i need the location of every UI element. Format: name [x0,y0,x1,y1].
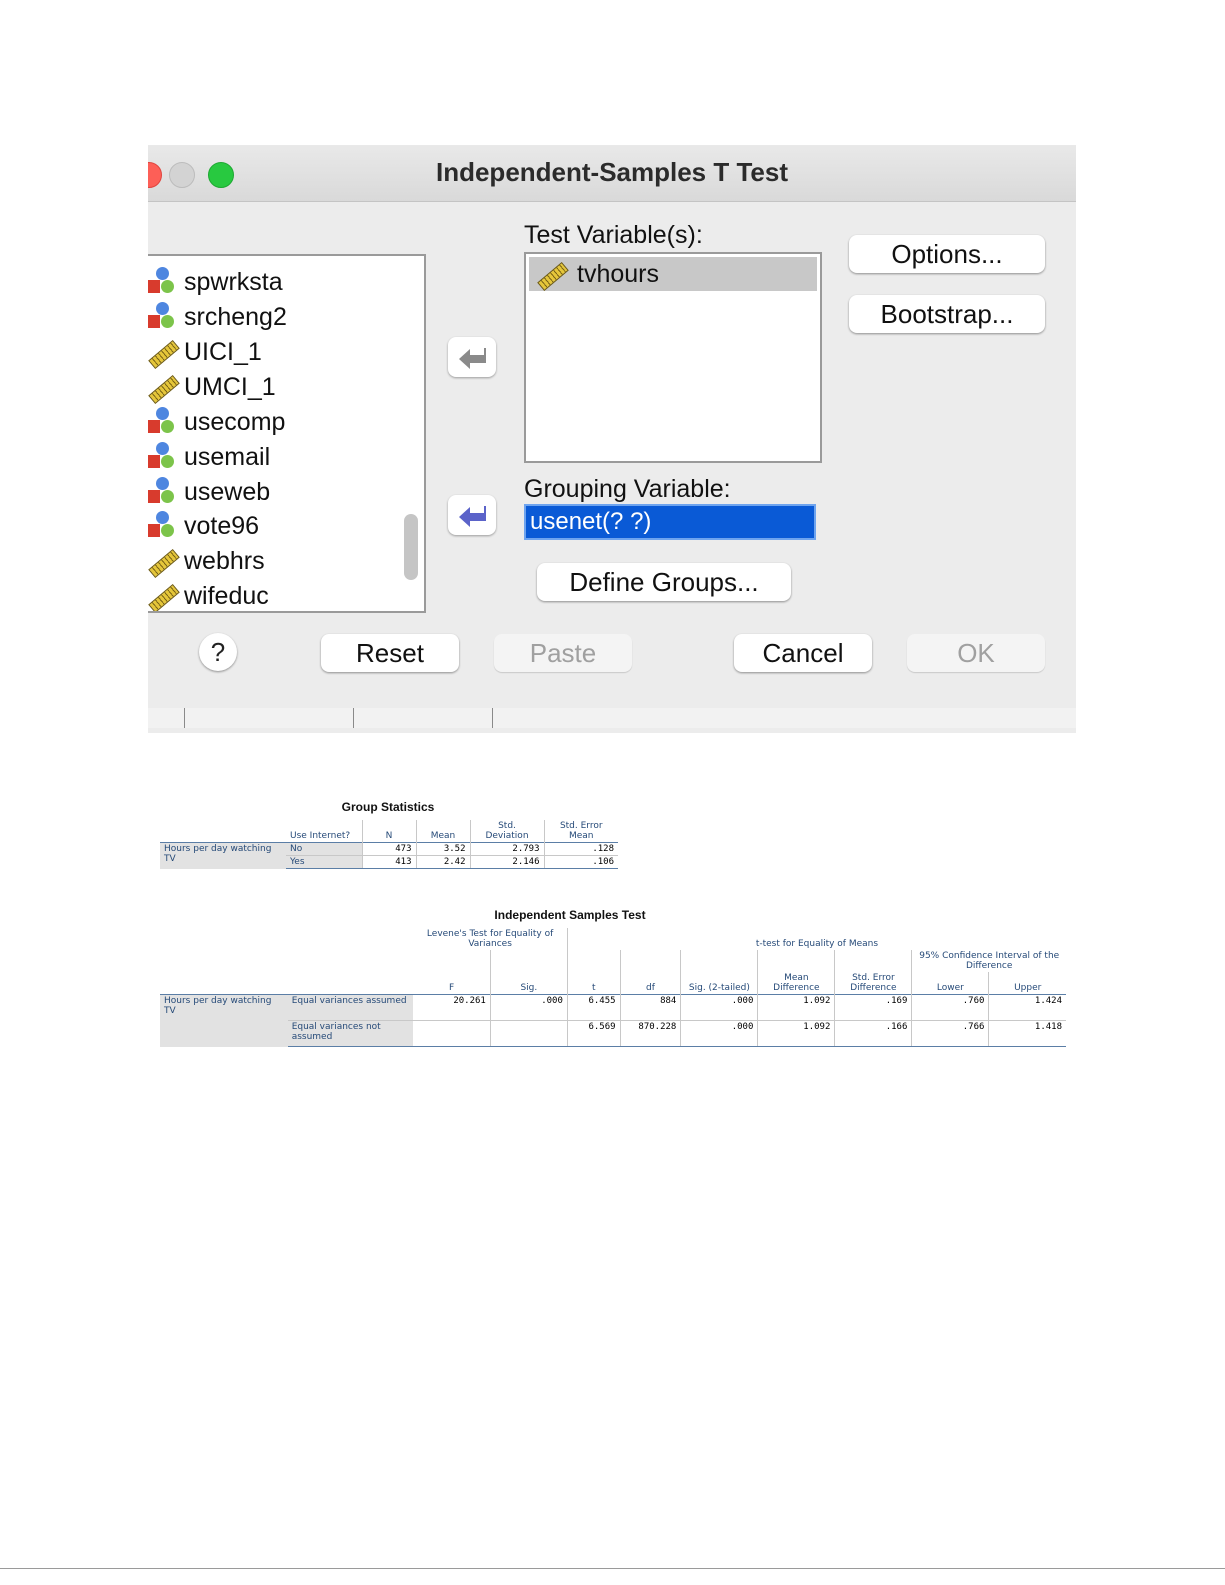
table-row: Hours per day watching TV Equal variances assumed 20.261 .000 6.455 884 .000 1.092 .169 .760 1.424 [160,995,1066,1021]
nominal-icon [148,510,178,542]
row-label: Hours per day watching TV [160,995,288,1047]
list-item[interactable]: usecomp [148,405,285,439]
column-header: Sig. [490,972,567,995]
row-label: Hours per day watching TV [160,843,286,869]
list-item[interactable]: tvhours [529,257,817,291]
list-item[interactable]: vote96 [148,509,259,543]
column-header: Mean [416,820,470,843]
page-divider [0,1568,1225,1569]
row-sublabel: Equal variances not assumed [288,1021,414,1047]
nominal-icon [148,476,178,508]
row-sublabel: Equal variances assumed [288,995,414,1021]
column-header: Use Internet? [290,831,351,841]
move-to-grouping-button[interactable] [448,495,496,535]
table-row: Equal variances not assumed 6.569 870.228 .000 1.092 .166 .766 1.418 [160,1021,1066,1047]
column-header: F [449,983,455,993]
nominal-icon [148,266,178,298]
levene-header: Levene's Test for Equality of Variances [426,929,554,949]
nominal-icon [148,441,178,473]
cancel-button[interactable]: Cancel [734,634,872,672]
scale-icon [148,336,178,368]
column-header: Lower [912,972,989,995]
scale-icon [148,580,178,612]
group-label: No [286,843,362,856]
title-bar [148,145,1076,202]
source-variable-list[interactable] [148,254,426,613]
dialog-title: Independent-Samples T Test [435,157,788,187]
reset-button[interactable]: Reset [321,634,459,672]
group-statistics-table [160,820,618,869]
scale-icon [148,371,178,403]
scale-icon [148,545,178,577]
table-row: Hours per day watching TV No 473 3.52 2.793 .128 [160,843,618,856]
column-header: Std. Deviation [470,820,544,843]
grouping-variable-label: Grouping Variable: [524,475,731,503]
list-scrollbar[interactable] [404,514,418,580]
table-row: Yes 413 2.42 2.146 .106 [160,856,618,869]
options-button[interactable]: Options... [849,235,1045,273]
help-button[interactable]: ? [199,633,237,671]
column-header: Std. Error Mean [544,820,618,843]
background-window-strip [148,708,1076,728]
test-variables-list[interactable] [524,252,822,463]
define-groups-button[interactable]: Define Groups... [537,563,791,601]
paste-button[interactable]: Paste [494,634,632,672]
independent-samples-test-title: Independent Samples Test [494,908,646,922]
column-header: t [567,972,620,995]
list-item[interactable]: wifeduc [148,579,269,613]
grouping-variable-field[interactable]: usenet(? ?) [524,504,816,540]
bootstrap-button[interactable]: Bootstrap... [849,295,1045,333]
move-to-test-button[interactable] [448,337,496,377]
column-header: Std. Error Difference [835,972,912,995]
list-item[interactable]: UICI_1 [148,335,262,369]
list-item[interactable]: spwrksta [148,265,283,299]
background-cell [184,708,354,728]
column-header: Mean Difference [758,972,835,995]
test-variables-label: Test Variable(s): [524,221,703,249]
column-header: Sig. (2-tailed) [681,972,758,995]
list-item[interactable]: srcheng2 [148,300,287,334]
ci-header: 95% Confidence Interval of the Difference [912,950,1066,972]
arrow-left-icon [457,344,487,370]
list-item[interactable]: webhrs [148,544,265,578]
group-statistics-title: Group Statistics [341,800,435,814]
ok-button[interactable]: OK [907,634,1045,672]
column-header: Upper [989,972,1066,995]
list-item[interactable]: useweb [148,475,270,509]
nominal-icon [148,406,178,438]
independent-samples-test-table [160,928,1066,1047]
column-header: N [362,820,416,843]
list-item[interactable]: usemail [148,440,270,474]
scale-icon [535,258,567,290]
background-cell [353,708,493,728]
list-item[interactable]: UMCI_1 [148,370,276,404]
ttest-header: t-test for Equality of Means [567,928,1066,950]
group-label: Yes [286,856,362,869]
t-test-dialog [148,145,1076,733]
arrow-left-icon [457,502,487,528]
column-header: df [620,972,681,995]
nominal-icon [148,301,178,333]
